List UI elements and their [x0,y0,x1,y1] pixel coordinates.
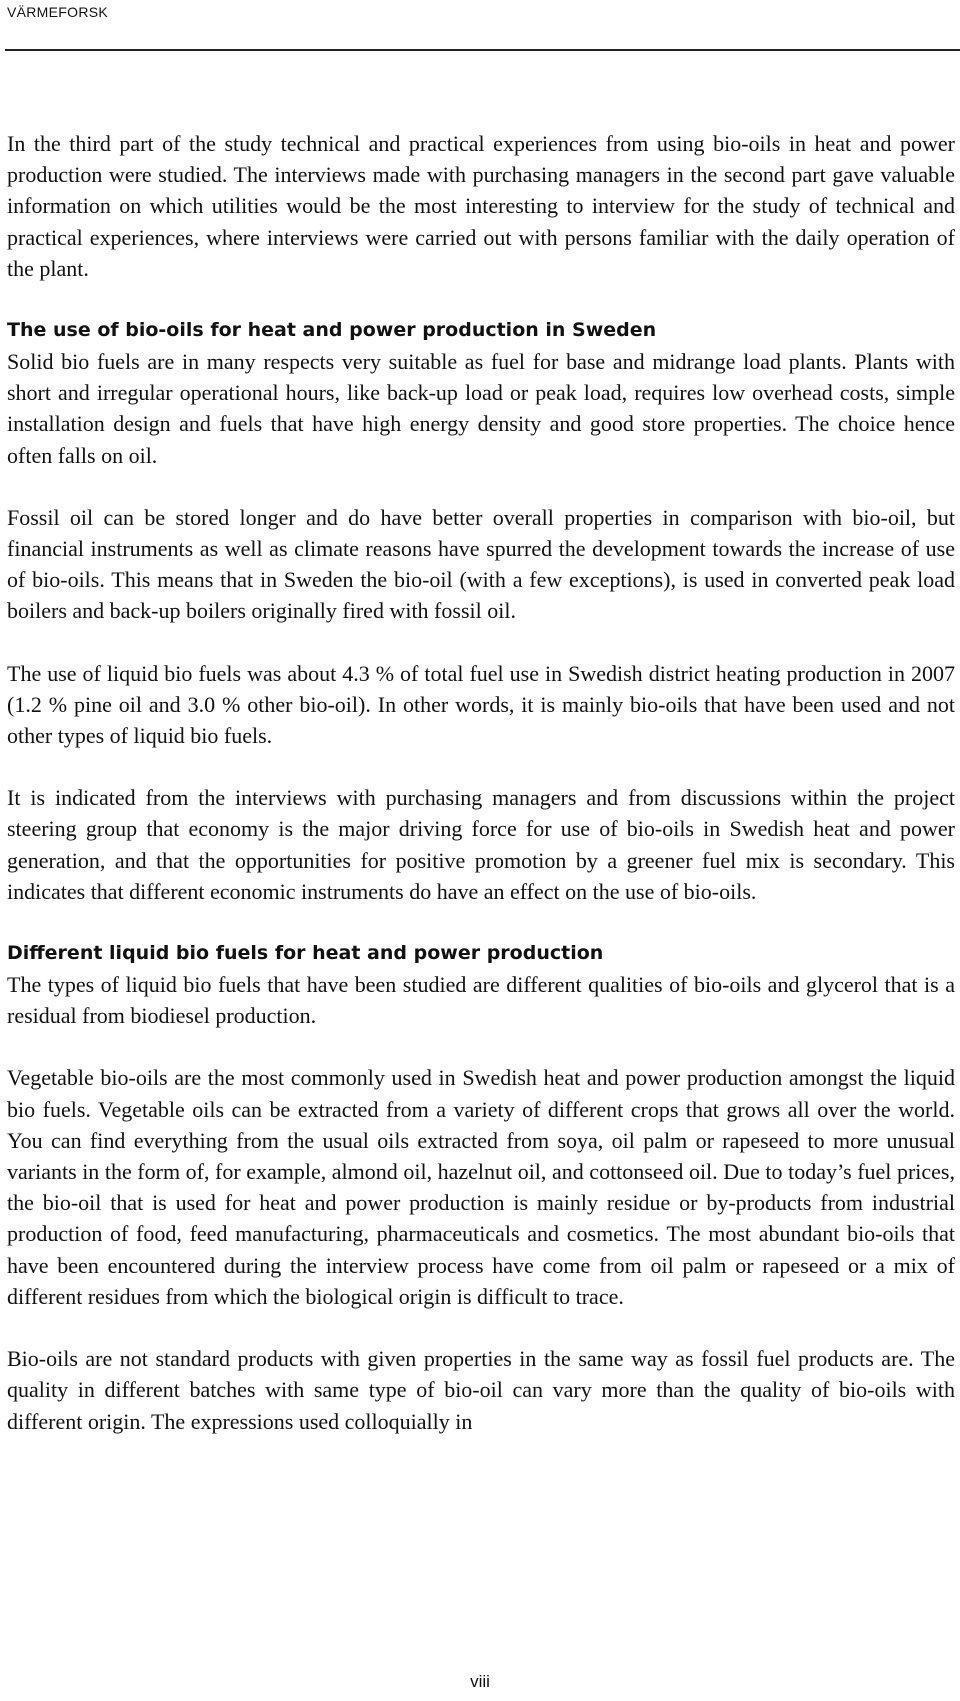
header-divider [5,49,960,51]
paragraph: Vegetable bio-oils are the most commonly used in Swedish heat and power production amongst the liquid bio fuels. Vegetable oils can be extracted from a variety of different crops that grows all over the world. You can find everything from the usual oils extracted from soya, oil palm or rapeseed to more unusual variants in the form of, for example, almond oil, hazelnut oil, and cottonseed oil. Due to today’s fuel prices, the bio-oil that is used for heat and power production is mainly residue or by-products from industrial production of food, feed manufacturing, pharmaceuticals and cosmetics. The most abundant bio-oils that have been encountered during the interview process have come from oil palm or rapeseed or a mix of different residues from which the biological origin is difficult to trace. [7,1065,955,1309]
paragraph: Bio-oils are not standard products with given properties in the same way as fossil fuel products are. The quality in different batches with same type of bio-oil can vary more than the quality of bio-oils with different origin. The expressions used colloquially in [7,1346,955,1434]
intro-paragraph: In the third part of the study technical and practical experiences from using bio-oils in heat and power production were studied. The interviews made with purchasing managers in the second part gave valuable information on which utilities would be the most interesting to interview for the study of technical and practical experiences, where interviews were carried out with persons familiar with the daily operation of the plant. [7,131,955,281]
section-heading-use-in-sweden: The use of bio-oils for heat and power production in Sweden [7,319,657,342]
page-number: viii [470,1672,490,1691]
paragraph: Solid bio fuels are in many respects very suitable as fuel for base and midrange load plants. Plants with short and irregular operational hours, like back-up load or peak load, requires low overhead costs, simple installation design and fuels that have high energy density and good store properties. The choice hence often falls on oil. [7,349,955,468]
page-body [7,128,955,1437]
paragraph: The types of liquid bio fuels that have been studied are different qualities of bio-oils and glycerol that is a residual from biodiesel production. [7,972,955,1029]
paragraph: Fossil oil can be stored longer and do have better overall properties in comparison with bio-oil, but financial instruments as well as climate reasons have spurred the development towards the increase of use of bio-oils. This means that in Sweden the bio-oil (with a few exceptions), is used in converted peak load boilers and back-up boilers originally fired with fossil oil. [7,504,955,624]
paragraph: The use of liquid bio fuels was about 4.3 % of total fuel use in Swedish district heating production in 2007 (1.2 % pine oil and 3.0 % other bio-oil). In other words, it is mainly bio-oils that have been used and not other types of liquid bio fuels. [7,660,955,749]
running-header: VÄRMEFORSK [7,4,109,20]
section-heading-liquid-bio-fuels: Different liquid bio fuels for heat and power production [7,942,604,965]
paragraph: It is indicated from the interviews with purchasing managers and from discussions within the project steering group that economy is the major driving force for use of bio-oils in Swedish heat and power generation, and that the opportunities for positive promotion by a greener fuel mix is secondary. This indicates that different economic instruments do have an effect on the use of bio-oils. [7,785,955,904]
